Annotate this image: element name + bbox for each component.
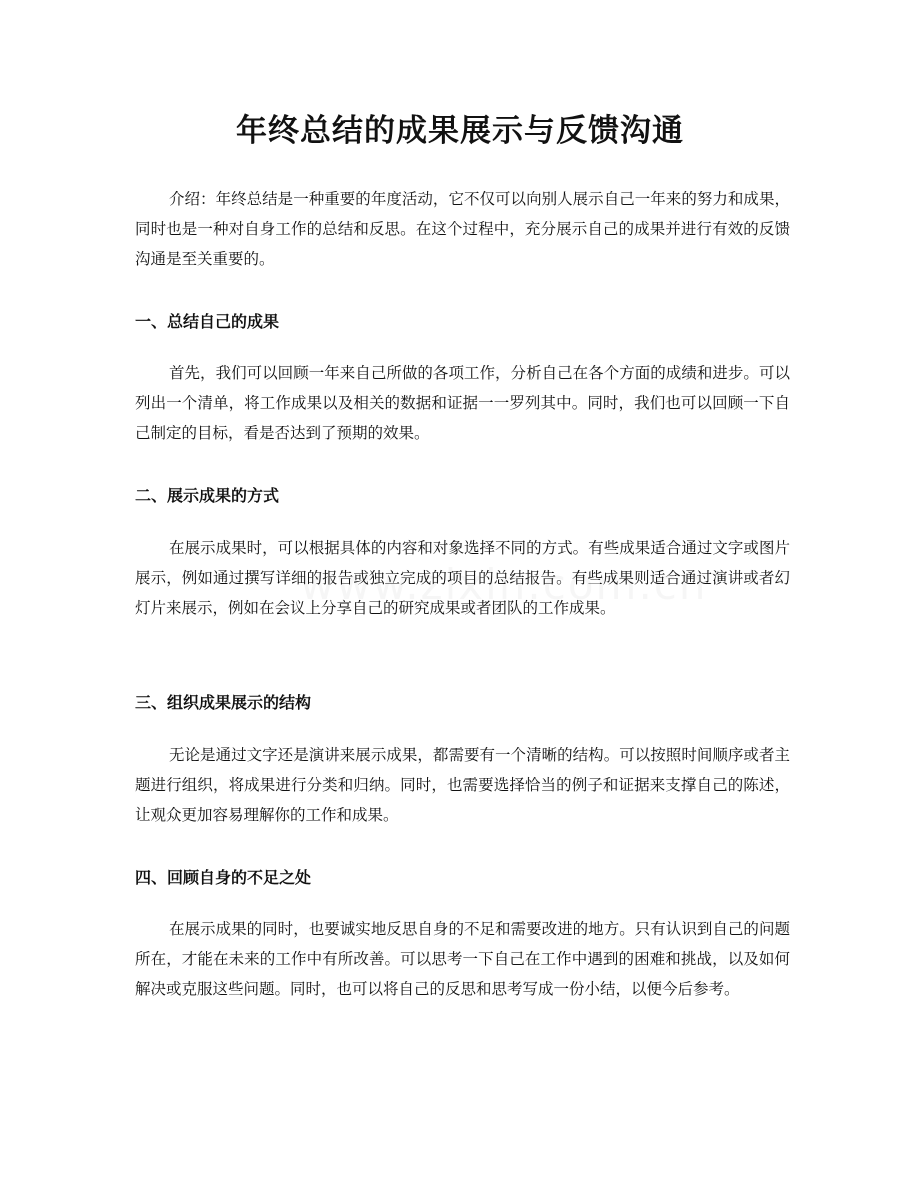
section-1-body: 首先，我们可以回顾一年来自己所做的各项工作，分析自己在各个方面的成绩和进步。可以列出一个清单，将工作成果以及相关的数据和证据一一罗列其中。同时，我们也可以回顾一下自己制定的目标，看是否达到了预期的效果。 (135, 364, 790, 442)
section-3-body: 无论是通过文字还是演讲来展示成果，都需要有一个清晰的结构。可以按照时间顺序或者主题进行组织，将成果进行分类和归纳。同时，也需要选择恰当的例子和证据来支撑自己的陈述，让观众更加容易理解你的工作和成果。 (135, 746, 790, 824)
section-2-heading: 二、展示成果的方式 (135, 486, 280, 505)
intro-paragraph: 介绍：年终总结是一种重要的年度活动，它不仅可以向别人展示自己一年来的努力和成果，同时也是一种对自身工作的总结和反思。在这个过程中，充分展示自己的成果并进行有效的反馈沟通是至关重要的。 (135, 190, 790, 268)
section-1-heading: 一、总结自己的成果 (135, 312, 280, 331)
section-3-heading: 三、组织成果展示的结构 (135, 693, 312, 712)
section-4-body: 在展示成果的同时，也要诚实地反思自身的不足和需要改进的地方。只有认识到自己的问题所在，才能在未来的工作中有所改善。可以思考一下自己在工作中遇到的困难和挑战，以及如何解决或克服这些问题。同时，也可以将自己的反思和思考写成一份小结，以便今后参考。 (135, 920, 790, 998)
section-2-body: 在展示成果时，可以根据具体的内容和对象选择不同的方式。有些成果适合通过文字或图片展示，例如通过撰写详细的报告或独立完成的项目的总结报告。有些成果则适合通过演讲或者幻灯片来展示，例如在会议上分享自己的研究成果或者团队的工作成果。 (135, 539, 790, 617)
document-title: 年终总结的成果展示与反馈沟通 (236, 113, 684, 149)
section-4-heading: 四、回顾自身的不足之处 (135, 868, 312, 887)
